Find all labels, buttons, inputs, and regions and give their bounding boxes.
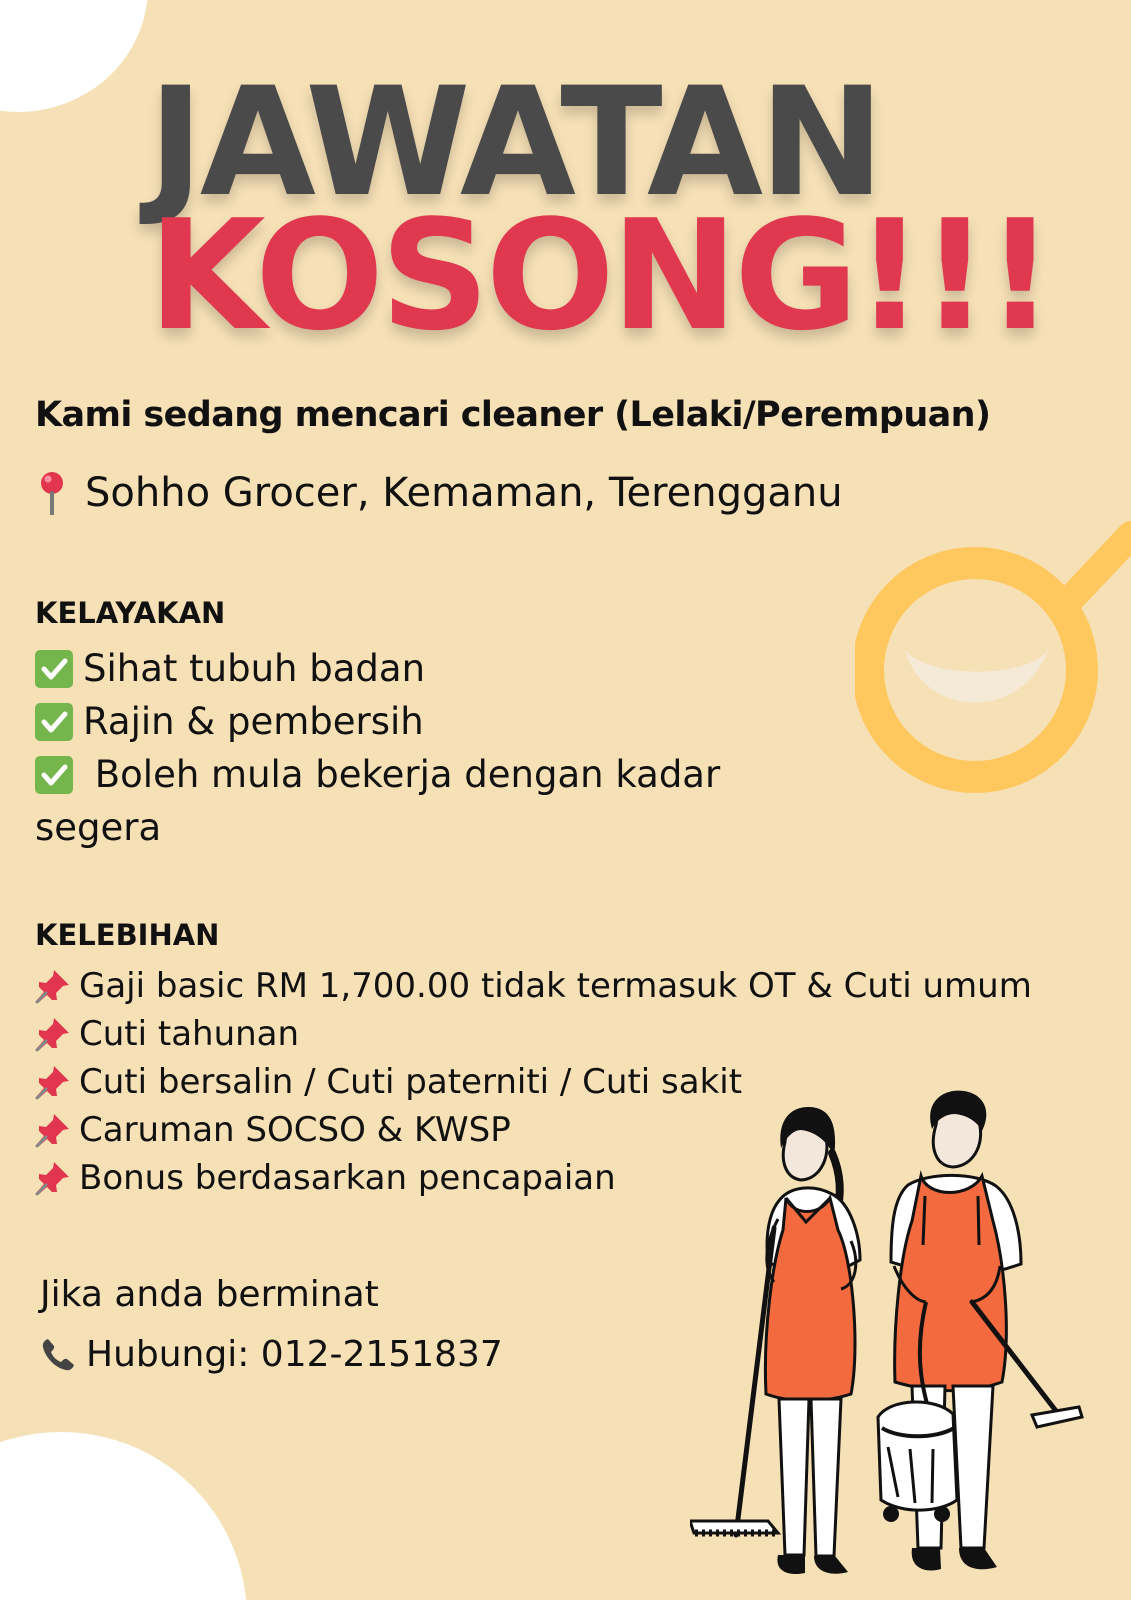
benefit-text: Gaji basic RM 1,700.00 tidak termasuk OT & Cuti umum (79, 966, 1032, 1006)
benefit-text: Bonus berdasarkan pencapaian (79, 1158, 616, 1198)
qualification-text: Boleh mula bekerja dengan kadar segera (35, 753, 721, 849)
job-intro: Kami sedang mencari cleaner (Lelaki/Perempuan) (35, 395, 991, 435)
cleaners-illustration (690, 1090, 1110, 1595)
location-line (35, 470, 843, 516)
phone-icon (40, 1337, 76, 1373)
check-icon (35, 703, 73, 741)
benefit-item (35, 962, 1032, 1010)
headline-jawatan: JAWATAN (148, 56, 881, 230)
benefit-item (35, 1010, 1032, 1058)
pushpin-icon (35, 1016, 71, 1052)
decorative-circle (0, 1432, 247, 1600)
pin-icon (35, 471, 69, 515)
benefit-text: Caruman SOCSO & KWSP (79, 1110, 511, 1150)
pushpin-icon (35, 1160, 71, 1196)
qualification-item (35, 748, 795, 854)
contact-block (40, 1265, 503, 1385)
contact-phone-line[interactable] (40, 1325, 503, 1385)
pushpin-icon (35, 1112, 71, 1148)
female-cleaner (690, 1107, 860, 1574)
qualification-text: Rajin & pembersih (83, 700, 424, 743)
headline-kosong: KOSONG!!! (148, 187, 1051, 364)
qualification-item (35, 695, 795, 748)
contact-phone-text: Hubungi: 012-2151837 (86, 1334, 503, 1375)
benefit-text: Cuti tahunan (79, 1014, 300, 1054)
qualification-item (35, 642, 795, 695)
check-icon (35, 756, 73, 794)
qualification-text: Sihat tubuh badan (83, 647, 426, 690)
check-icon (35, 650, 73, 688)
location-text: Sohho Grocer, Kemaman, Terengganu (85, 470, 843, 516)
qualifications-title: KELAYAKAN (35, 596, 226, 630)
qualifications-list (35, 642, 795, 854)
contact-interest-text: Jika anda berminat (40, 1274, 379, 1315)
decorative-circle (0, 0, 148, 112)
contact-interest-line (40, 1265, 503, 1325)
pushpin-icon (35, 968, 71, 1004)
male-cleaner (878, 1091, 1082, 1571)
benefits-title: KELEBIHAN (35, 918, 220, 952)
pushpin-icon (35, 1064, 71, 1100)
magnifier-decoration (855, 500, 1131, 820)
benefit-text: Cuti bersalin / Cuti paterniti / Cuti sakit (79, 1062, 743, 1102)
